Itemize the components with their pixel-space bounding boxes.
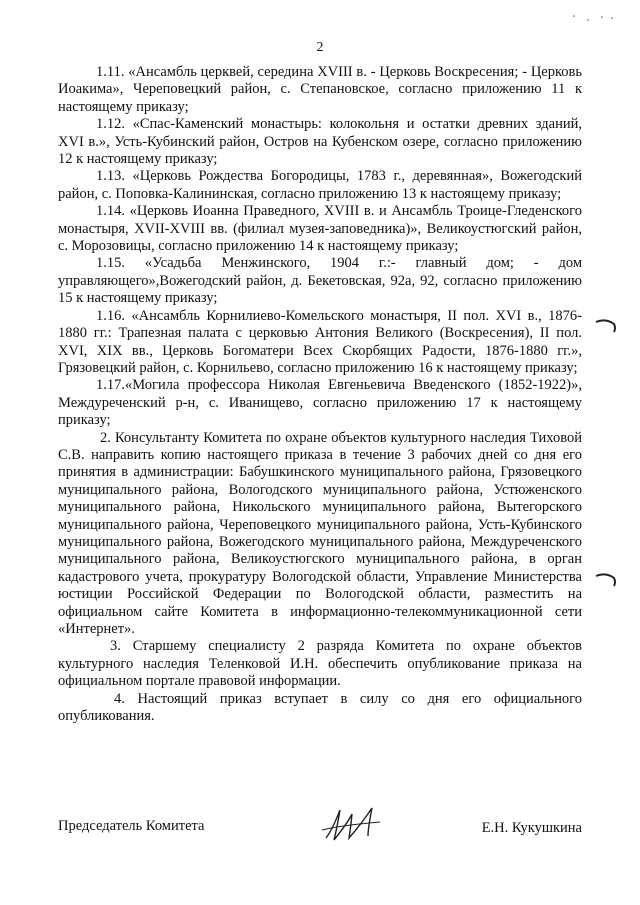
list-item: 1.11. «Ансамбль церквей, середина XVIII в. - Церковь Воскресения; - Церковь Иоакима», Череповецкий район, с. Степановское, согласно приложению 11 к настоящему приказу; — [58, 64, 582, 115]
signature-block — [58, 812, 582, 852]
handwritten-signature — [318, 800, 388, 851]
paragraph-2: 2. Консультанту Комитета по охране объектов культурного наследия Тиховой С.В. направить копию настоящего приказа в течение 3 рабочих дней со дня его принятия в администрации: Бабушкинского муниципального района, Грязовецкого муниципального района, Вологодского муниципального района, Устюженского муниципального района, Никольского муниципального района, Вытегорского муниципального района, Череповецкого муниципального района, Усть-Кубинского муниципального района, Вожегодского муниципального района, Междуреченского муниципального района, Великоустюгского муниципального района, в орган кадастрового учета, прокуратуру Вологодской области, Управление Министерства юстиции Российской Федерации по Вологодской области, разместить на официальном сайте Комитета в информационно-телекоммуникационной сети «Интернет». — [58, 429, 582, 637]
binding-mark-icon — [594, 316, 618, 341]
list-item: 1.17.«Могила профессора Николая Евгеньевича Введенского (1852-1922)», Междуреченский р-н, с. Иванищево, согласно приложению 17 к настоящему приказу; — [58, 377, 582, 429]
binding-mark-icon — [594, 570, 618, 595]
paragraph-3: 3. Старшему специалисту 2 разряда Комитета по охране объектов культурного наследия Теленковой И.Н. обеспечить опубликование приказа на официальном портале правовой информации. — [58, 638, 582, 690]
signatory-name: Е.Н. Кукушкина — [481, 820, 582, 836]
list-item: 1.14. «Церковь Иоанна Праведного, XVIII в. и Ансамбль Троице-Гледенского монастыря, XVII-XVIII вв. (филиал музея-заповедника)», Великоустюгский район, с. Морозовицы, согласно приложению 14 к настоящему приказу; — [58, 203, 582, 255]
paragraph-4: 4. Настоящий приказ вступает в силу со дня его официального опубликования. — [58, 690, 582, 725]
page-number: 2 — [316, 40, 324, 55]
document-body — [58, 64, 582, 725]
list-item: 1.15. «Усадьба Менжинского, 1904 г.:- главный дом; - дом управляющего»,Вожегодский район, д. Бекетовская, 92а, 92, согласно приложению 15 к настоящему приказу; — [58, 255, 582, 307]
list-item: 1.13. «Церковь Рождества Богородицы, 1783 г., деревянная», Вожегодский район, с. Поповка-Калининская, согласно приложению 13 к настоящему приказу; — [58, 168, 582, 202]
signatory-title: Председатель Комитета — [58, 818, 205, 834]
list-item: 1.16. «Ансамбль Корнилиево-Комельского монастыря, II пол. XVI в., 1876-1880 гг.: Трапезная палата с церковью Антония Великого (Воскресения), II пол. XVI, XIX вв., Церковь Богоматери Всех Скорбящих Радости, 1876-1880 гг.», Грязовецкий район, с. Корнильево, согласно приложению 16 к настоящему приказу; — [58, 307, 582, 376]
list-item: 1.12. «Спас-Каменский монастырь: колокольня и остатки древних зданий, XVI в.», Усть-Кубинский район, Остров на Кубенском озере, согласно приложению 12 к настоящему приказу; — [58, 116, 582, 168]
scan-artifact-dots — [568, 6, 628, 31]
